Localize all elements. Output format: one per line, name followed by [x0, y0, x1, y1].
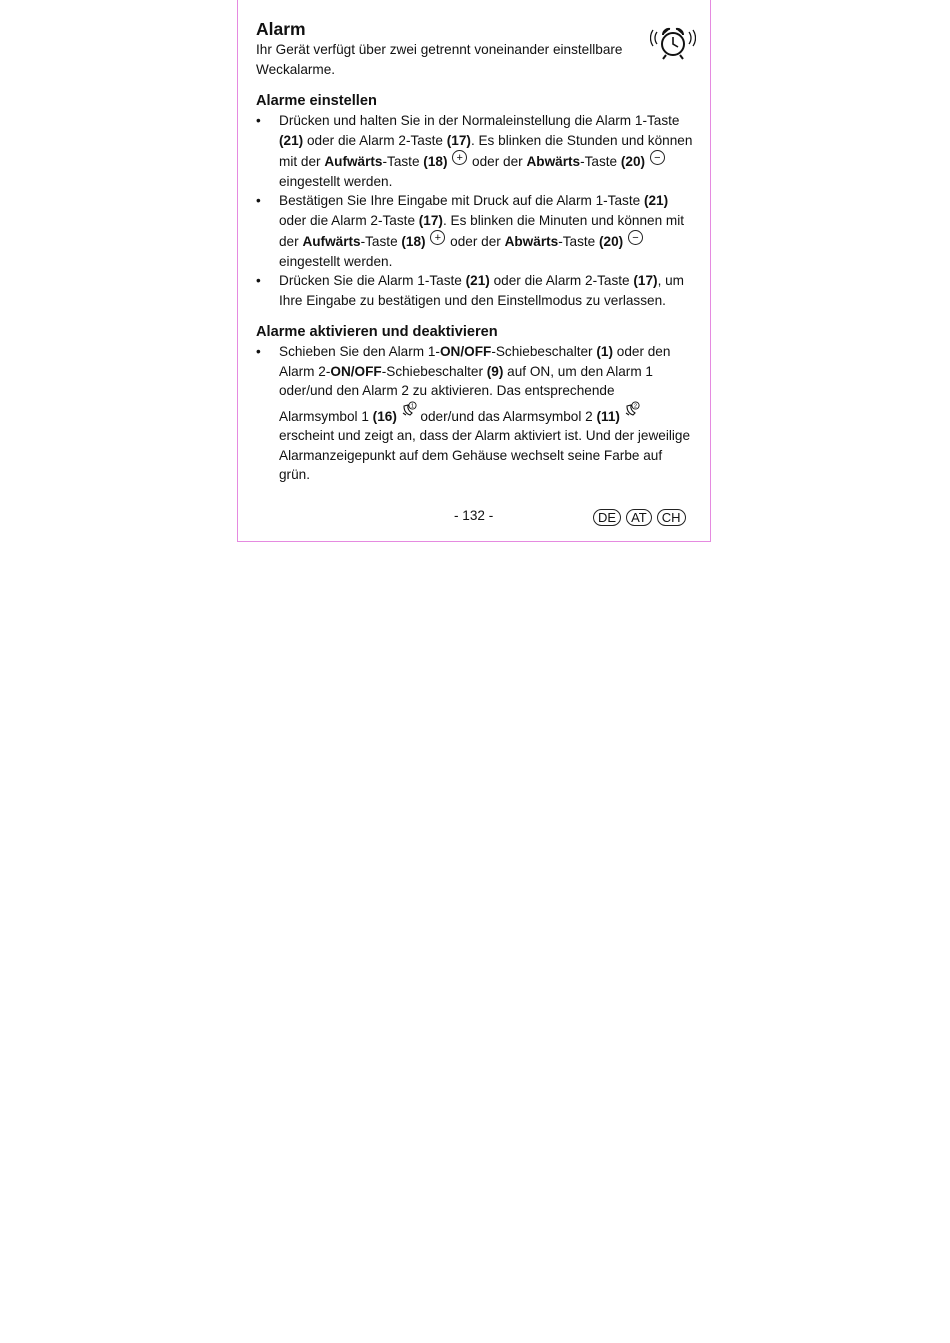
country-badge-de: DE — [593, 509, 621, 526]
plus-key-icon: + — [430, 230, 445, 245]
page-title: Alarm — [256, 19, 306, 39]
minus-key-icon: − — [628, 230, 643, 245]
section-heading-set-alarms: Alarme einstellen — [256, 93, 377, 109]
alarm-2-bell-icon — [624, 401, 640, 417]
list-item: • Drücken Sie die Alarm 1-Taste (21) oder die Alarm 2-Taste (17), um Ihre Eingabe zu bestätigen und den Einstellmodus zu verlassen. — [256, 271, 694, 310]
list-item: • Drücken und halten Sie in der Normaleinstellung die Alarm 1-Taste (21) oder die Alarm 2-Taste (17). Es blinken die Stunden und können mit der Aufwärts-Taste (18) + oder der Abwärts-Taste (20) − eingestellt werden. — [256, 111, 694, 191]
minus-key-icon: − — [650, 150, 665, 165]
list-item: • Schieben Sie den Alarm 1-ON/OFF-Schiebeschalter (1) oder den Alarm 2-ON/OFF-Schiebeschalter (9) auf ON, um den Alarm 1 oder/und den Alarm 2 zu aktivieren. Das entsprechende Alarmsymbol 1 (16) 1 oder/und das Alarmsymbol 2 (11) 2 erscheint und zeigt an, dass der Alarm aktiviert ist. Und der jeweilige Alarmanzeigepunkt auf dem Gehäuse wechselt seine Farbe auf grün. — [256, 342, 694, 485]
section-heading-activate-alarms: Alarme aktivieren und deaktivieren — [256, 324, 498, 340]
country-badge-at: AT — [626, 509, 652, 526]
list-item: • Bestätigen Sie Ihre Eingabe mit Druck auf die Alarm 1-Taste (21) oder die Alarm 2-Taste (17). Es blinken die Minuten und können mit der Aufwärts-Taste (18) + oder der Abwärts-Taste (20) − eingestellt werden. — [256, 191, 694, 271]
page-footer — [238, 508, 710, 528]
alarm-1-bell-icon — [401, 401, 417, 417]
manual-page — [237, 0, 711, 542]
svg-text:1: 1 — [410, 403, 414, 410]
set-alarm-steps — [256, 111, 694, 310]
country-badge-ch: CH — [657, 509, 686, 526]
plus-key-icon: + — [452, 150, 467, 165]
page-number: - 132 - — [454, 508, 494, 523]
intro-text: Ihr Gerät verfügt über zwei getrennt voneinander einstellbare Weckalarme. — [256, 42, 623, 77]
activate-alarm-steps — [256, 342, 694, 485]
svg-text:2: 2 — [633, 403, 637, 410]
country-badges — [593, 509, 686, 526]
page-content — [256, 18, 694, 485]
